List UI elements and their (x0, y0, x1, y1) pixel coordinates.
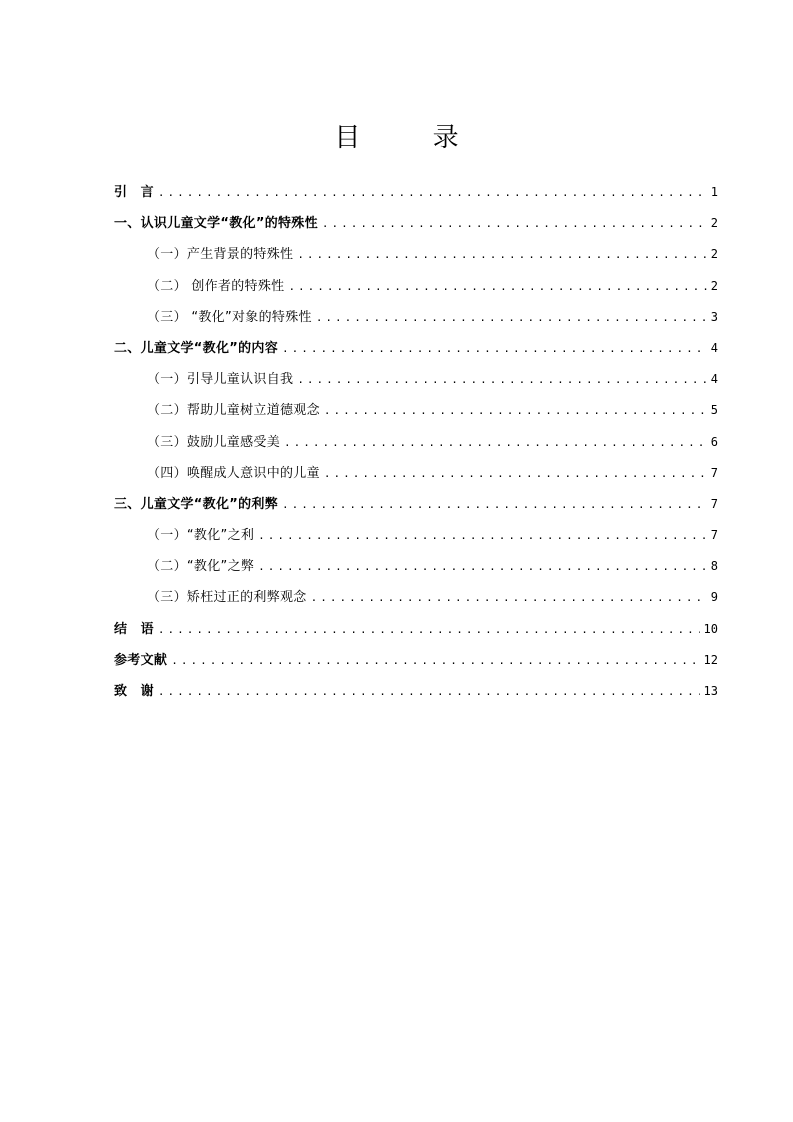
toc-page-number: 7 (710, 528, 718, 543)
toc-entry-label: 结 语 (114, 621, 154, 637)
toc-page-number: 4 (710, 340, 718, 355)
dot-leader (288, 277, 706, 297)
toc-entry-label: （三） “教化”对象的特殊性 (147, 309, 312, 325)
toc-entry-label: （三）矫枉过正的利弊观念 (147, 590, 307, 606)
toc-entry-introduction[interactable] (114, 182, 718, 213)
dot-leader (258, 526, 707, 546)
toc-entry-section-3-2[interactable] (114, 556, 718, 587)
toc-entry-chapter-3[interactable] (114, 494, 718, 525)
toc-entry-section-1-3[interactable] (114, 307, 718, 338)
toc-entry-section-1-2[interactable] (114, 276, 718, 307)
toc-entry-label: （四）唤醒成人意识中的儿童 (147, 465, 320, 481)
toc-page-number: 8 (710, 559, 718, 574)
dot-leader (324, 401, 707, 421)
toc-page-number: 9 (710, 590, 718, 605)
dot-leader (316, 308, 707, 328)
toc-page-number: 7 (710, 465, 718, 480)
toc-entry-section-3-1[interactable] (114, 525, 718, 556)
toc-entry-chapter-1[interactable] (114, 213, 718, 244)
toc-entry-label: （二）帮助儿童树立道德观念 (147, 403, 320, 419)
toc-entry-acknowledgements[interactable] (114, 681, 718, 712)
toc-entry-chapter-2[interactable] (114, 338, 718, 369)
toc-entry-section-2-3[interactable] (114, 432, 718, 463)
toc-entry-section-3-3[interactable] (114, 587, 718, 618)
toc-entry-label: 三、儿童文学“教化”的利弊 (114, 496, 278, 512)
toc-page-number: 1 (710, 185, 718, 199)
toc-page-number: 13 (703, 684, 718, 698)
dot-leader (158, 682, 700, 702)
toc-entry-label: （二） 创作者的特殊性 (147, 278, 285, 294)
toc-entry-label: （一）产生背景的特殊性 (147, 247, 294, 263)
toc-page-number: 2 (710, 247, 718, 262)
dot-leader (258, 557, 707, 577)
toc-entry-label: （三）鼓励儿童感受美 (147, 434, 281, 450)
toc-page-number: 6 (710, 434, 718, 449)
toc-entry-label: 参考文献 (114, 652, 168, 668)
dot-leader (322, 214, 707, 234)
toc-entry-label: （一）“教化”之利 (147, 528, 255, 544)
dot-leader (158, 620, 700, 640)
toc-entry-label: 致 谢 (114, 684, 154, 699)
dot-leader (324, 464, 707, 484)
toc-page-number: 3 (710, 309, 718, 324)
dot-leader (311, 588, 707, 608)
toc-entry-section-2-1[interactable] (114, 369, 718, 400)
toc-page-number: 10 (703, 621, 718, 636)
toc-entry-section-2-4[interactable] (114, 463, 718, 494)
toc-page-number: 5 (710, 403, 718, 418)
toc-entry-section-1-1[interactable] (114, 244, 718, 275)
dot-leader (282, 339, 707, 359)
toc-entry-label: 一、认识儿童文学“教化”的特殊性 (114, 216, 318, 232)
toc-page-number: 2 (710, 216, 718, 231)
dot-leader (297, 370, 706, 390)
toc-entry-label: 引 言 (114, 185, 154, 200)
toc-page-number: 4 (710, 372, 718, 387)
dot-leader (158, 183, 707, 203)
toc-page-number: 12 (703, 652, 718, 667)
toc-page-number: 7 (710, 496, 718, 511)
toc-entry-conclusion[interactable] (114, 619, 718, 650)
toc-entry-references[interactable] (114, 650, 718, 681)
dot-leader (284, 433, 707, 453)
toc-entry-label: 二、儿童文学“教化”的内容 (114, 340, 278, 356)
dot-leader (282, 495, 707, 515)
toc-page-number: 2 (710, 278, 718, 293)
table-of-contents (114, 182, 718, 712)
toc-entry-section-2-2[interactable] (114, 400, 718, 431)
dot-leader (297, 245, 706, 265)
page-title: 目 录 (334, 123, 491, 153)
dot-leader (171, 651, 699, 671)
toc-entry-label: （二）“教化”之弊 (147, 559, 255, 575)
toc-entry-label: （一）引导儿童认识自我 (147, 372, 294, 388)
